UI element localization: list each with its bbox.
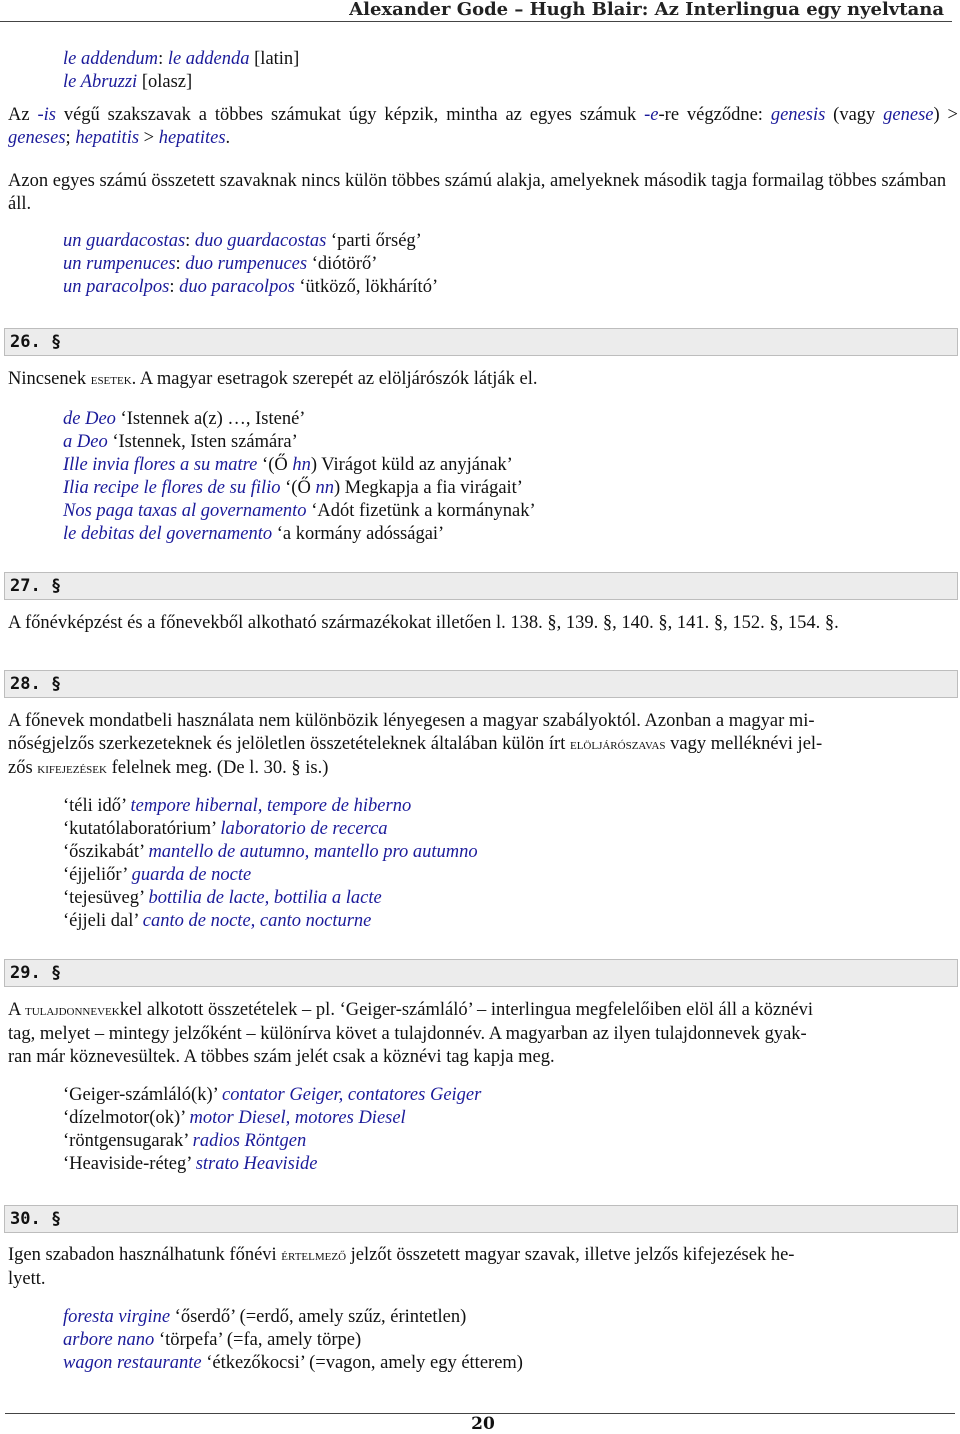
example-line: ‘őszikabát’ mantello de autumno, mantello pro autumno xyxy=(63,842,478,862)
example-line: le Abruzzi [olasz] xyxy=(63,72,193,92)
paragraph-30: Igen szabadon használhatunk főnévi értelmező jelzőt összetett magyar szavak, illetve jelzős kifejezések he- lyett. xyxy=(8,1245,795,1289)
example-line: le addendum: le addenda [latin] xyxy=(63,49,300,69)
example-line: ‘röntgensugarak’ radios Röntgen xyxy=(63,1131,307,1151)
example-line: un rumpenuces: duo rumpenuces ‘diótörő’ xyxy=(63,254,378,274)
example-line: de Deo ‘Istennek a(z) …, Istené’ xyxy=(63,409,306,429)
examples-28 xyxy=(63,795,953,933)
example-line: un guardacostas: duo guardacostas ‘parti őrség’ xyxy=(63,231,422,251)
section-heading-29: 29. § xyxy=(4,959,958,987)
example-line: un paracolpos: duo paracolpos ‘ütköző, lökhárító’ xyxy=(63,277,439,297)
examples-30 xyxy=(63,1306,953,1375)
section-heading-27: 27. § xyxy=(4,572,958,600)
example-line: ‘dízelmotor(ok)’ motor Diesel, motores Diesel xyxy=(63,1108,406,1128)
section-heading-28: 28. § xyxy=(4,670,958,698)
example-line: Ille invia flores a su matre ‘(Ő hn) Virágot küld az anyjának’ xyxy=(63,455,513,475)
example-line: Nos paga taxas al governamento ‘Adót fizetünk a kormánynak’ xyxy=(63,501,536,521)
paragraph-is-plural: Az -is végű szakszavak a többes számukat úgy képzik, mintha az egyes számuk -e-re végződne: genesis (vagy genese) > geneses; hepatitis > hepatites. xyxy=(8,105,958,148)
example-line: foresta virgine ‘őserdő’ (=erdő, amely szűz, érintetlen) xyxy=(63,1307,467,1327)
example-line: ‘kutatólaboratórium’ laboratorio de recerca xyxy=(63,819,388,839)
examples-29 xyxy=(63,1084,953,1176)
example-line: ‘éjjeli dal’ canto de nocte, canto nocturne xyxy=(63,911,372,931)
running-header: Alexander Gode – Hugh Blair: Az Interlingua egy nyelvtana xyxy=(0,0,952,22)
section-heading-30: 30. § xyxy=(4,1205,958,1233)
example-line: arbore nano ‘törpefa’ (=fa, amely törpe) xyxy=(63,1330,362,1350)
top-examples xyxy=(63,48,953,94)
paragraph-27: A főnévképzést és a főnevekből alkotható származékokat illetően l. 138. §, 139. §, 140. §, 141. §, 152. §, 154. §. xyxy=(8,613,839,633)
example-line: wagon restaurante ‘étkezőkocsi’ (=vagon, amely egy étterem) xyxy=(63,1353,523,1373)
example-line: ‘Geiger-számláló(k)’ contator Geiger, contatores Geiger xyxy=(63,1085,482,1105)
example-line: Ilia recipe le flores de su filio ‘(Ő nn) Megkapja a fia virágait’ xyxy=(63,478,523,498)
paragraph-compound: Azon egyes számú összetett szavaknak nincs külön többes számú alakja, amelyeknek második tagja formailag többes számban áll. xyxy=(8,171,947,214)
examples-26 xyxy=(63,408,953,546)
example-line: ‘éjjeliőr’ guarda de nocte xyxy=(63,865,252,885)
section-heading-26: 26. § xyxy=(4,328,958,356)
example-line: ‘tejesüveg’ bottilia de lacte, bottilia a lacte xyxy=(63,888,382,908)
paragraph-28: A főnevek mondatbeli használata nem különbözik lényegesen a magyar szabályoktól. Azonban a magyar mi- nőségjelzős szerkezeteknek és jelöletlen összetételeknek általában külön írt elöljárószavas vagy melléknévi jel- zős kifejezések felelnek meg. (De l. 30. § is.) xyxy=(8,711,823,778)
example-line: ‘téli idő’ tempore hibernal, tempore de hiberno xyxy=(63,796,412,816)
page-number: 20 xyxy=(471,1414,495,1434)
example-line: le debitas del governamento ‘a kormány adósságai’ xyxy=(63,524,445,544)
paragraph-26: Nincsenek esetek. A magyar esetragok szerepét az elöljárószók látják el. xyxy=(8,369,538,389)
paragraph-29: A tulajdonnevekkel alkotott összetételek – pl. ‘Geiger-számláló’ – interlingua megfelelőiben elöl áll a köznévi tag, melyet – mintegy jelzőként – különírva követ a tulajdonnév. A magyarban az ilyen tulajdonnevek gyak- ran már köznevesültek. A többes szám jelét csak a köznévi tag kapja meg. xyxy=(8,1000,813,1067)
compound-examples xyxy=(63,230,953,299)
example-line: a Deo ‘Istennek, Isten számára’ xyxy=(63,432,298,452)
example-line: ‘Heaviside-réteg’ strato Heaviside xyxy=(63,1154,318,1174)
